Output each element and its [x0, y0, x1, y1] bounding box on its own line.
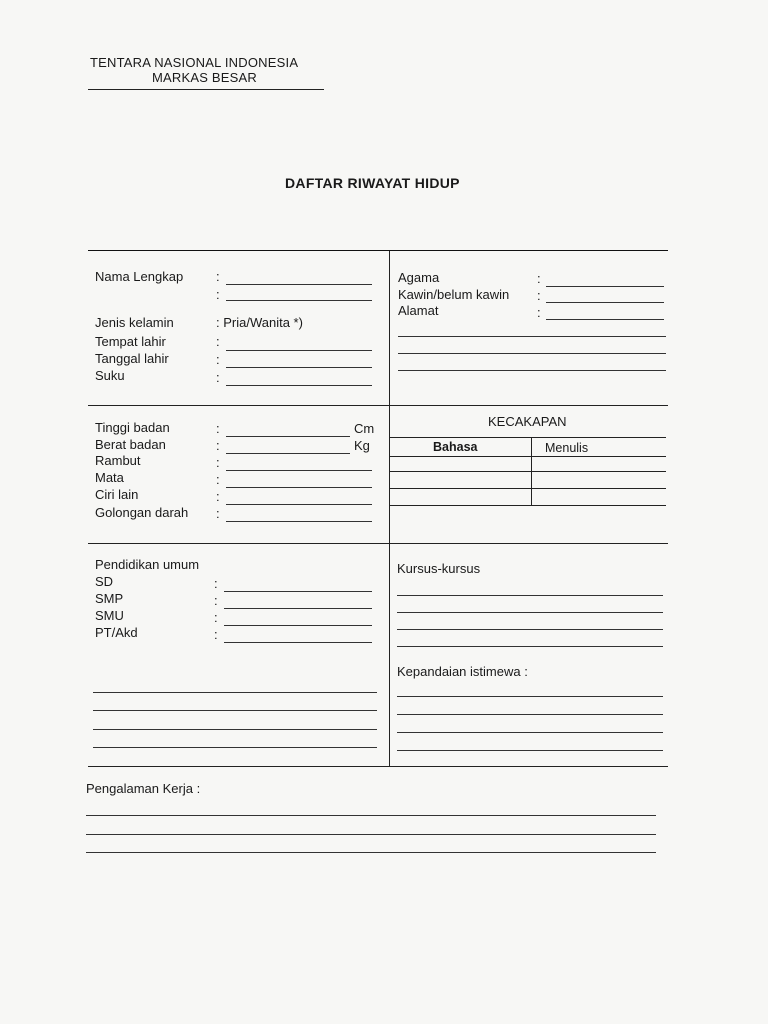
skills-row-4[interactable] [390, 505, 666, 506]
field-kawin[interactable] [546, 302, 664, 303]
field-kursus-3[interactable] [397, 629, 663, 630]
value-jenis-kelamin: : Pria/Wanita *) [216, 315, 303, 330]
label-mata: Mata [95, 470, 124, 485]
label-sd: SD [95, 574, 114, 589]
org-name: TENTARA NASIONAL INDONESIA [90, 55, 299, 70]
field-kursus-2[interactable] [397, 612, 663, 613]
skills-row-1[interactable] [390, 456, 666, 457]
field-nama-line-1[interactable] [226, 284, 372, 285]
field-rambut[interactable] [226, 470, 372, 471]
colon: : [216, 455, 220, 470]
field-suku[interactable] [226, 385, 372, 386]
field-sd[interactable] [224, 591, 372, 592]
section-rule-4 [88, 766, 668, 767]
field-pengalaman-2[interactable] [86, 834, 656, 835]
field-pt-akd[interactable] [224, 642, 372, 643]
field-pengalaman-3[interactable] [86, 852, 656, 853]
label-suku: Suku [95, 368, 125, 383]
education-heading: Pendidikan umum [95, 557, 200, 572]
colon: : [537, 305, 541, 320]
label-agama: Agama [398, 270, 440, 285]
field-ciri-lain[interactable] [226, 504, 372, 505]
experience-heading: Pengalaman Kerja : [86, 781, 201, 796]
section-rule-top [88, 250, 668, 251]
skills-row-3[interactable] [390, 488, 666, 489]
field-kursus-1[interactable] [397, 595, 663, 596]
skills-row-2[interactable] [390, 471, 666, 472]
colon: : [214, 610, 218, 625]
skills-table-top [390, 437, 666, 438]
field-smp[interactable] [224, 608, 372, 609]
label-pt-akd: PT/Akd [95, 625, 138, 640]
field-kepandaian-4[interactable] [397, 750, 663, 751]
header-underline [88, 89, 324, 90]
label-tinggi-badan: Tinggi badan [95, 420, 170, 435]
label-rambut: Rambut [95, 453, 141, 468]
colon: : [216, 506, 220, 521]
section-rule-3 [88, 543, 668, 544]
colon: : [216, 489, 220, 504]
field-education-extra-3[interactable] [93, 729, 377, 730]
column-divider [389, 251, 390, 766]
label-nama-lengkap: Nama Lengkap [95, 269, 184, 284]
field-tempat-lahir[interactable] [226, 350, 372, 351]
colon: : [214, 627, 218, 642]
field-agama[interactable] [546, 286, 664, 287]
field-education-extra-1[interactable] [93, 692, 377, 693]
field-mata[interactable] [226, 487, 372, 488]
field-kepandaian-3[interactable] [397, 732, 663, 733]
field-pengalaman-1[interactable] [86, 815, 656, 816]
colon: : [216, 334, 220, 349]
label-kawin: Kawin/belum kawin [398, 287, 510, 302]
label-tempat-lahir: Tempat lahir [95, 334, 166, 349]
field-golongan-darah[interactable] [226, 521, 372, 522]
skills-col-menulis: Menulis [545, 441, 589, 455]
label-smu: SMU [95, 608, 124, 623]
label-jenis-kelamin: Jenis kelamin [95, 315, 174, 330]
unit-kg: Kg [354, 438, 370, 453]
org-unit: MARKAS BESAR [152, 70, 257, 85]
colon: : [216, 269, 220, 284]
label-berat-badan: Berat badan [95, 437, 166, 452]
label-alamat: Alamat [398, 303, 439, 318]
field-alamat-3[interactable] [398, 353, 666, 354]
colon: : [216, 287, 220, 302]
field-kepandaian-2[interactable] [397, 714, 663, 715]
field-alamat-4[interactable] [398, 370, 666, 371]
label-golongan-darah: Golongan darah [95, 505, 189, 520]
field-education-extra-2[interactable] [93, 710, 377, 711]
field-tanggal-lahir[interactable] [226, 367, 372, 368]
skills-col-bahasa: Bahasa [433, 440, 478, 454]
label-ciri-lain: Ciri lain [95, 487, 139, 502]
page-title: DAFTAR RIWAYAT HIDUP [285, 175, 460, 191]
colon: : [537, 288, 541, 303]
colon: : [216, 352, 220, 367]
courses-heading: Kursus-kursus [397, 561, 481, 576]
field-kepandaian-1[interactable] [397, 696, 663, 697]
section-rule-2 [88, 405, 668, 406]
colon: : [216, 421, 220, 436]
colon: : [216, 438, 220, 453]
unit-cm: Cm [354, 421, 375, 436]
field-alamat-2[interactable] [398, 336, 666, 337]
field-berat-badan[interactable] [226, 453, 350, 454]
label-tanggal-lahir: Tanggal lahir [95, 351, 169, 366]
field-nama-line-2[interactable] [226, 300, 372, 301]
field-education-extra-4[interactable] [93, 747, 377, 748]
skills-heading: KECAKAPAN [488, 414, 567, 429]
colon: : [216, 370, 220, 385]
special-skills-heading: Kepandaian istimewa : [397, 664, 528, 679]
field-tinggi-badan[interactable] [226, 436, 350, 437]
field-smu[interactable] [224, 625, 372, 626]
label-smp: SMP [95, 591, 124, 606]
field-kursus-4[interactable] [397, 646, 663, 647]
field-alamat-1[interactable] [546, 319, 664, 320]
colon: : [214, 593, 218, 608]
colon: : [537, 271, 541, 286]
colon: : [216, 472, 220, 487]
colon: : [214, 576, 218, 591]
